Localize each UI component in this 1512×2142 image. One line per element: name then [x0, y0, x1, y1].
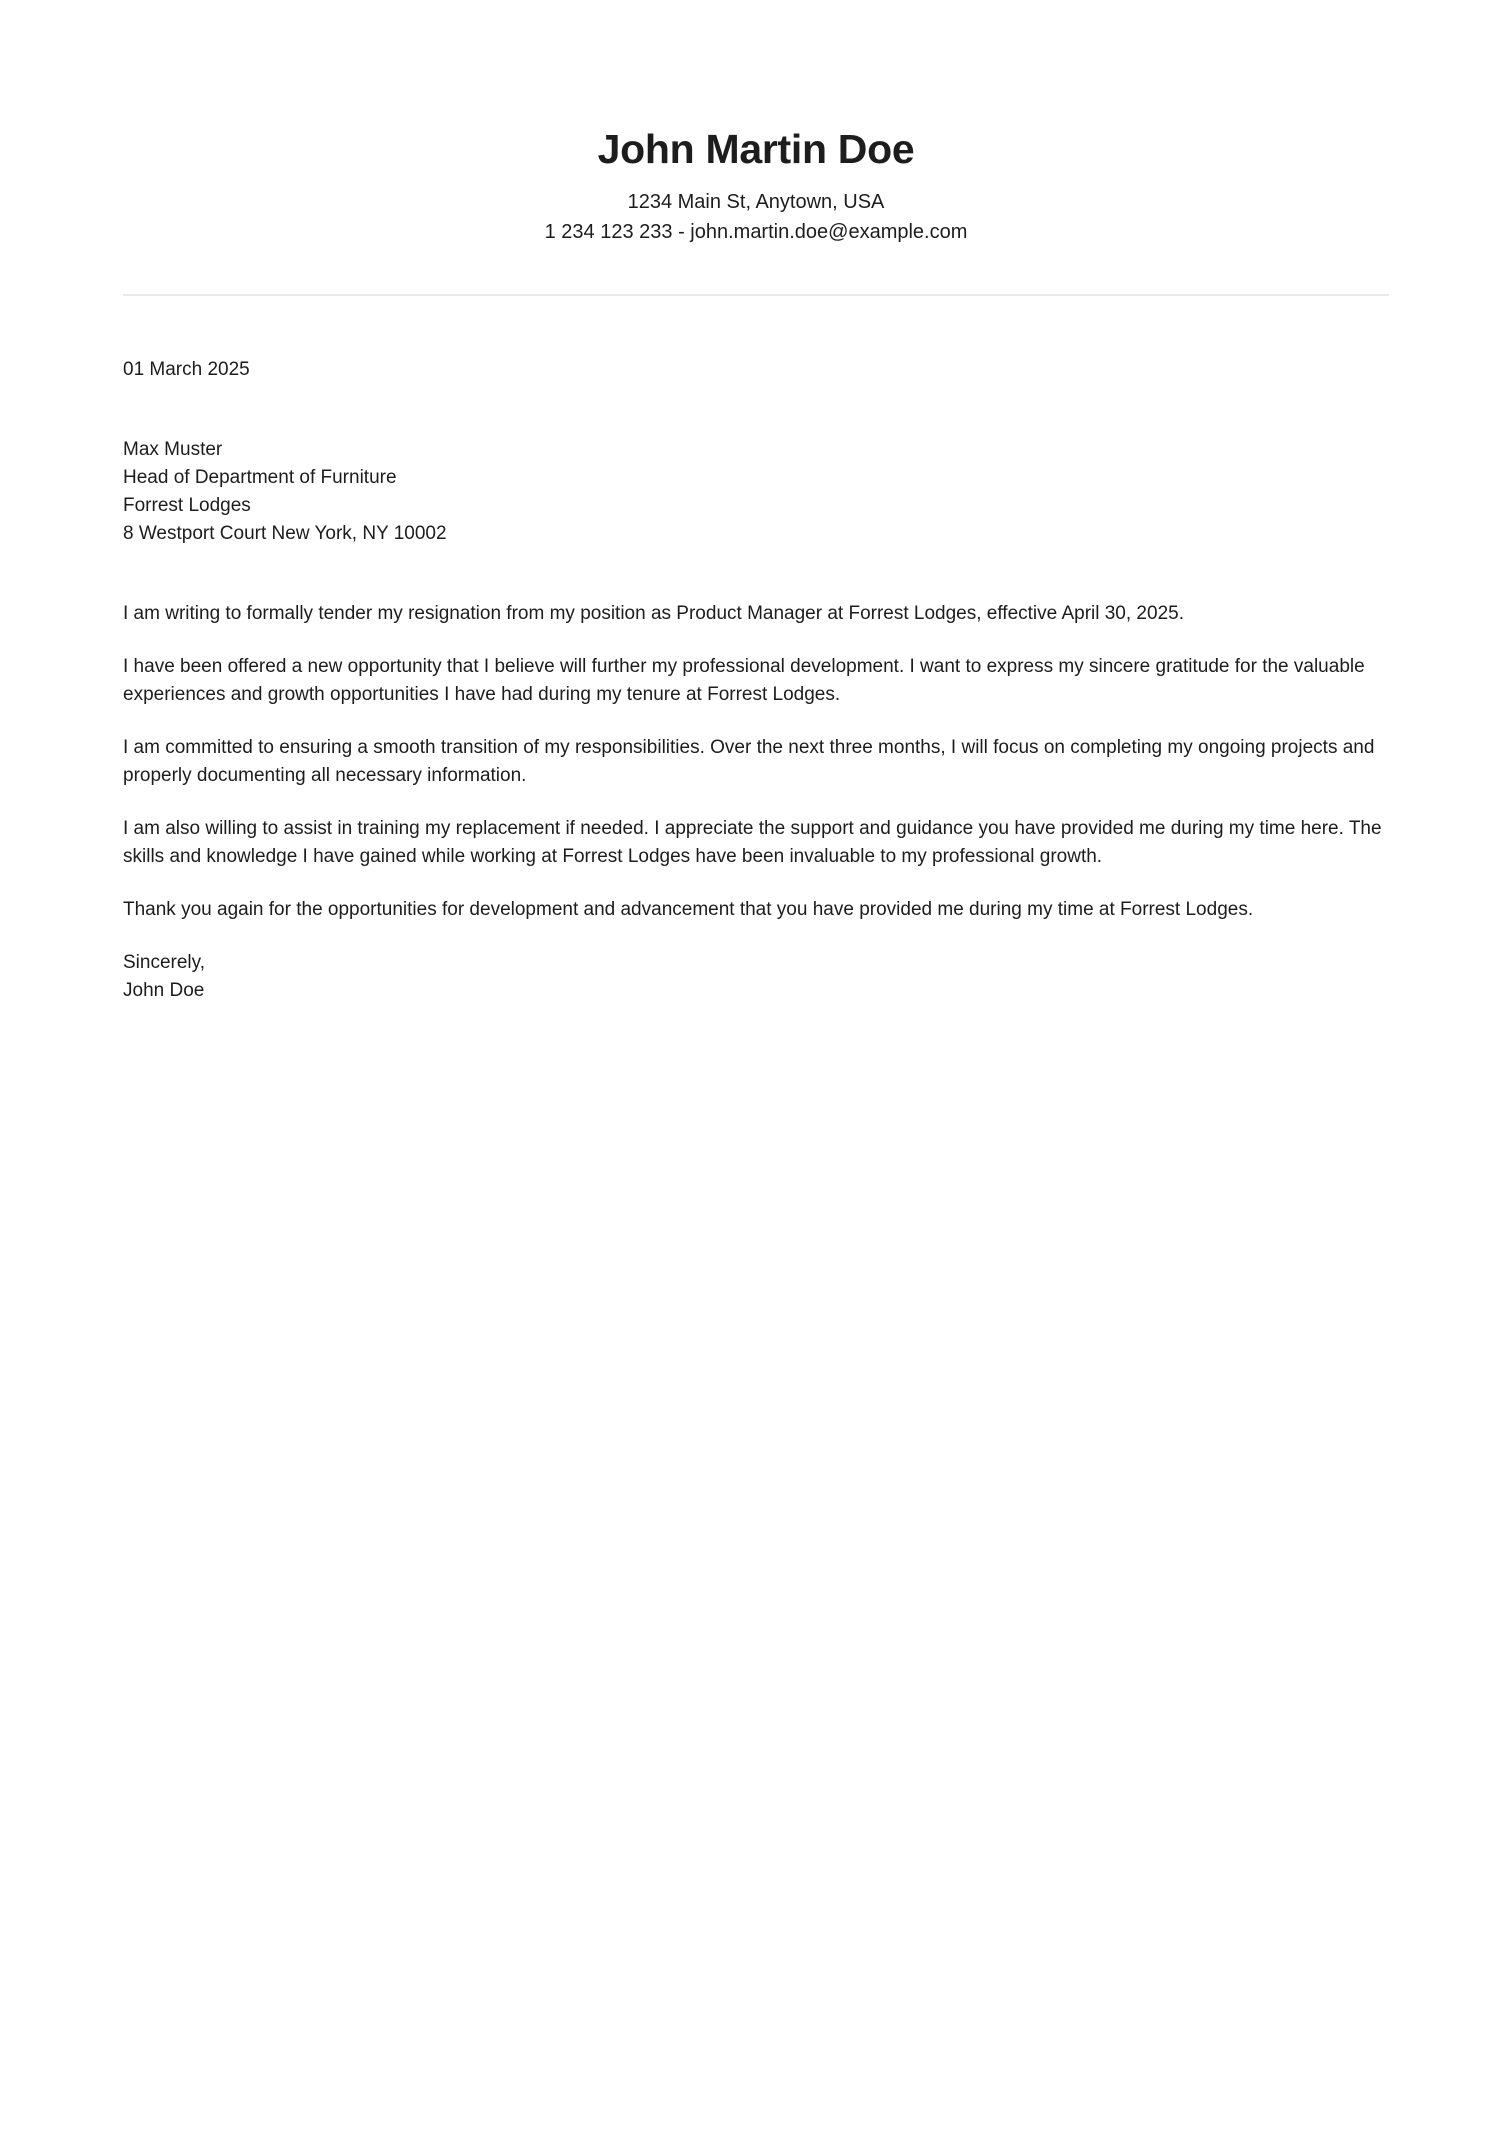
letter-date: 01 March 2025	[123, 359, 250, 380]
closing-salutation: Sincerely,	[123, 952, 206, 973]
paragraph-gratitude: I have been offered a new opportunity that I believe will further my professional development. I want to express my sincere gratitude for the valuable experiences and growth opportunities I have had during my tenure at Forrest Lodges.	[123, 656, 1365, 705]
recipient-company: Forrest Lodges	[123, 495, 251, 516]
sender-address: 1234 Main St, Anytown, USA	[627, 191, 885, 213]
sender-contact-block	[123, 187, 1389, 247]
sender-name: John Martin Doe	[597, 126, 915, 172]
letter-paragraphs	[123, 600, 1389, 924]
paragraph-training: I am also willing to assist in training my replacement if needed. I appreciate the support and guidance you have provided me during my time here. The skills and knowledge I have gained while working at Forrest Lodges have been invaluable to my professional growth.	[123, 818, 1382, 867]
recipient-title: Head of Department of Furniture	[123, 467, 397, 488]
recipient-address: 8 Westport Court New York, NY 10002	[123, 523, 447, 544]
recipient-block	[123, 436, 1389, 548]
paragraph-transition: I am committed to ensuring a smooth transition of my responsibilities. Over the next three months, I will focus on completing my ongoing projects and properly documenting all necessary information.	[123, 737, 1375, 786]
letter-body	[123, 356, 1389, 1005]
letter-header	[123, 0, 1389, 247]
paragraph-resignation: I am writing to formally tender my resignation from my position as Product Manager at Forrest Lodges, effective April 30, 2025.	[123, 603, 1184, 624]
header-divider	[123, 294, 1389, 296]
paragraph-thanks: Thank you again for the opportunities for development and advancement that you have provided me during my time at Forrest Lodges.	[123, 899, 1254, 920]
closing-block	[123, 949, 1389, 1005]
sender-phone-email: 1 234 123 233 - john.martin.doe@example.com	[544, 221, 968, 243]
closing-signature: John Doe	[123, 980, 205, 1001]
recipient-name: Max Muster	[123, 439, 223, 460]
